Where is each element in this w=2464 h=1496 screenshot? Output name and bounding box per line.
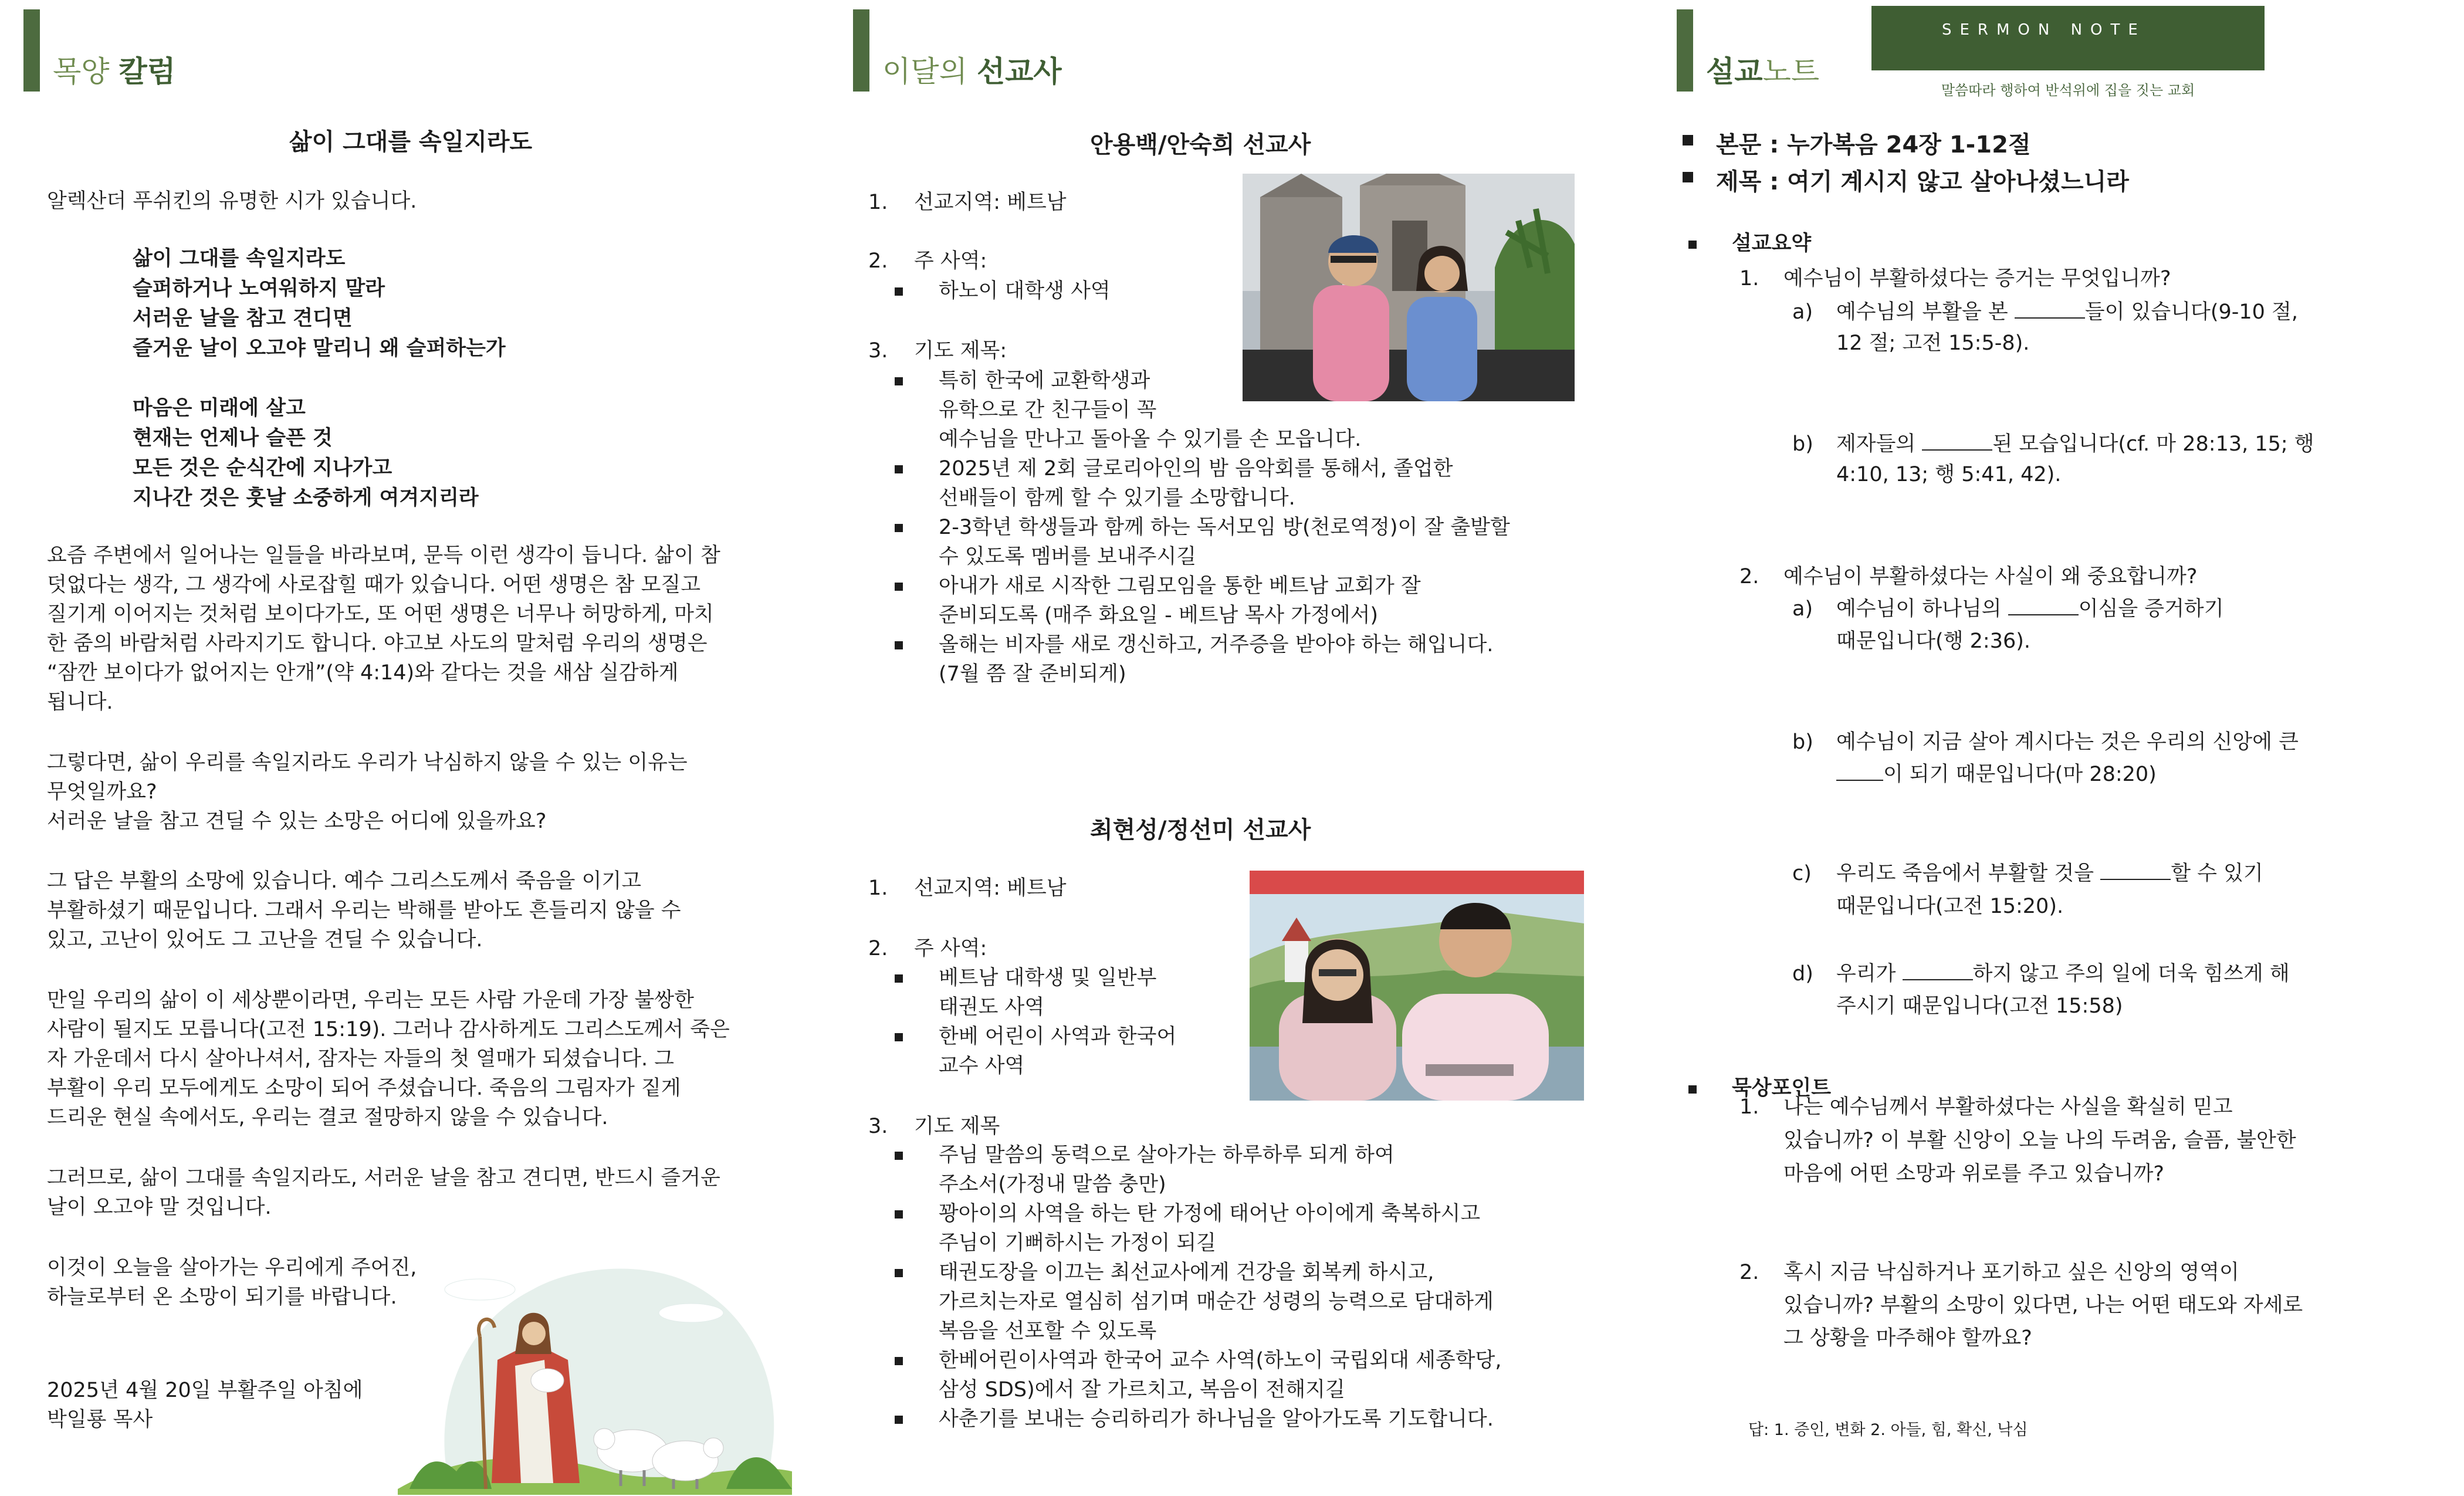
item-number: 2. [868, 249, 888, 273]
prayer-label: 기도 제목 [914, 1115, 1000, 1138]
prayer-line: 주소서(가정내 말씀 충만) [939, 1173, 1166, 1196]
poem-line: 삶이 그대를 속일지라도 [133, 247, 346, 270]
meditation-label: 묵상포인트 [1732, 1077, 1832, 1100]
body-line: “잠깐 보이다가 없어지는 안개”(약 4:14)와 같다는 것을 새삼 실감하게 [47, 661, 679, 685]
answer-blank [1922, 432, 1992, 451]
missionary-name: 최현성/정선미 선교사 [1090, 817, 1311, 844]
meditation-line: 나는 예수님께서 부활하셨다는 사실을 확실히 믿고 [1783, 1095, 2233, 1119]
body-line: 한 줌의 바람처럼 사라지기도 합니다. 야고보 사도의 말처럼 우리의 생명은 [47, 632, 708, 655]
bullet [895, 524, 903, 532]
body-line: 무엇일까요? [47, 780, 157, 804]
question-number: 1. [1739, 267, 1759, 290]
question-number: 2. [1739, 1261, 1759, 1284]
answer-blank [2100, 861, 2171, 880]
poem-line: 마음은 미래에 살고 [133, 397, 306, 420]
fill-blank-line: 우리도 죽음에서 부활할 것을 할 수 있기 [1836, 862, 2263, 885]
bullet [895, 1416, 903, 1424]
fill-blank-line: 주시기 때문입니다(고전 15:58) [1836, 994, 2123, 1018]
mission-region: 선교지역: 베트남 [914, 876, 1067, 900]
fill-blank-line: 제자들의 된 모습입니다(cf. 마 28:13, 15; 행 [1836, 432, 2314, 456]
bullet [895, 583, 903, 591]
meditation-line: 마음에 어떤 소망과 위로를 주고 있습니까? [1783, 1162, 2164, 1186]
pastor-column [0, 0, 821, 1496]
sermon-note-column [1643, 0, 2464, 1496]
poem-line: 모든 것은 순식간에 지나가고 [133, 456, 392, 480]
bullet [1688, 241, 1697, 249]
body-line: 서러운 날을 참고 견딜 수 있는 소망은 어디에 있을까요? [47, 810, 547, 833]
answer-key: 답: 1. 증인, 변화 2. 아들, 힘, 확신, 낙심 [1748, 1421, 2028, 1439]
prayer-line: 준비되도록 (매주 화요일 - 베트남 목사 가정에서) [939, 604, 1379, 627]
prayer-line: 아내가 새로 시작한 그림모임을 통한 베트남 교회가 잘 [939, 574, 1421, 598]
header-accent-bar [1677, 9, 1693, 92]
item-number: 1. [868, 191, 888, 214]
prayer-line: 사춘기를 보내는 승리하리가 하나님을 알아가도록 기도합니다. [939, 1407, 1494, 1431]
mission-region: 선교지역: 베트남 [914, 191, 1067, 214]
prayer-line: 삼성 SDS)에서 잘 가르치고, 복음이 전해지길 [939, 1378, 1345, 1402]
sub-label: d) [1792, 962, 1813, 986]
sub-label: a) [1792, 300, 1813, 324]
fill-blank-line: 예수님이 하나님의 이심을 증거하기 [1836, 597, 2224, 621]
prayer-line: 한베어린이사역과 한국어 교수 사역(하노이 국립외대 세종학당, [939, 1349, 1502, 1372]
banner-title: SERMON NOTE [1942, 21, 2146, 39]
body-line: 요즘 주변에서 일어나는 일들을 바라보며, 문득 이런 생각이 듭니다. 삶이 참 [47, 544, 720, 567]
sub-label: b) [1792, 432, 1813, 456]
prayer-line: 예수님을 만나고 돌아올 수 있기를 손 모읍니다. [939, 428, 1362, 451]
question-number: 1. [1739, 1095, 1759, 1119]
article-intro: 알렉산더 푸쉬킨의 유명한 시가 있습니다. [47, 189, 417, 213]
sub-label: b) [1792, 730, 1813, 754]
ministry-item: 한베 어린이 사역과 한국어 [939, 1025, 1177, 1048]
bullet [895, 1033, 903, 1041]
answer-blank [1836, 762, 1883, 781]
prayer-line: 가르치는자로 열심히 섬기며 매순간 성령의 능력으로 담대하게 [939, 1290, 1494, 1314]
question-number: 2. [1739, 565, 1759, 588]
poem-line: 서러운 날을 참고 견디면 [133, 307, 353, 330]
sub-label: a) [1792, 597, 1813, 621]
prayer-label: 기도 제목: [914, 339, 1007, 363]
body-line: 있고, 고난이 있어도 그 고난을 견딜 수 있습니다. [47, 928, 483, 952]
prayer-line: 꽝아이의 사역을 하는 탄 가정에 태어난 아이에게 축복하시고 [939, 1202, 1481, 1226]
sermon-note-banner [1871, 6, 2265, 99]
answer-blank [1903, 962, 1973, 980]
poem-line: 즐거운 날이 오고야 말리니 왜 슬퍼하는가 [133, 337, 506, 360]
bullet [895, 377, 903, 385]
bullet [895, 974, 903, 983]
item-number: 1. [868, 876, 888, 900]
poem-line: 현재는 언제나 슬픈 것 [133, 427, 333, 450]
body-line: 부활이 우리 모두에게도 소망이 되어 주셨습니다. 죽음의 그림자가 짙게 [47, 1077, 681, 1100]
easter-illustration [398, 1248, 792, 1495]
section-title: 이달의 선교사 [882, 55, 1062, 89]
body-line: 질기게 이어지는 것처럼 보이다가도, 또 어떤 생명은 너무나 허망하게, 마치 [47, 603, 714, 626]
meditation-line: 있습니까? 이 부활 신앙이 오늘 나의 두려움, 슬픔, 불안한 [1783, 1129, 2296, 1152]
body-line: 만일 우리의 삶이 이 세상뿐이라면, 우리는 모든 사람 가운데 가장 불쌍한 [47, 989, 694, 1012]
sub-label: c) [1792, 862, 1812, 885]
sermon-text: 본문 : 누가복음 24장 1-12절 [1716, 131, 2031, 158]
body-line: 자 가운데서 다시 살아나셔서, 잠자는 자들의 첫 열매가 되셨습니다. 그 [47, 1047, 675, 1071]
fill-blank-line: 예수님의 부활을 본 들이 있습니다(9-10 절, [1836, 300, 2299, 324]
ministry-item: 교수 사역 [939, 1054, 1025, 1078]
missionary-photo-1 [1243, 174, 1575, 401]
bullet [895, 1357, 903, 1365]
church-motto: 말씀따라 행하여 반석위에 집을 짓는 교회 [1941, 82, 2195, 99]
missionary-column [821, 0, 1643, 1496]
body-line: 그 답은 부활의 소망에 있습니다. 예수 그리스도께서 죽음을 이기고 [47, 869, 642, 893]
header-accent-bar [853, 9, 869, 92]
prayer-line: (7월 쯤 잘 준비되게) [939, 662, 1126, 686]
ministry-item: 하노이 대학생 사역 [939, 279, 1111, 303]
prayer-line: 2025년 제 2회 글로리아인의 밤 음악회를 통해서, 졸업한 [939, 457, 1453, 480]
prayer-line: 2-3학년 학생들과 함께 하는 독서모임 방(천로역정)이 잘 출발할 [939, 516, 1510, 539]
body-line: 덧없다는 생각, 그 생각에 사로잡힐 때가 있습니다. 어떤 생명은 참 모질고 [47, 573, 700, 597]
bullet [1688, 1085, 1697, 1094]
item-number: 3. [868, 1115, 888, 1138]
body-line: 이것이 오늘을 살아가는 우리에게 주어진, [47, 1256, 417, 1280]
fill-blank-line: 때문입니다(행 2:36). [1836, 629, 2031, 653]
bullet [895, 465, 903, 473]
item-number: 2. [868, 937, 888, 960]
ministry-label: 주 사역: [914, 249, 987, 273]
article-author: 박일룡 목사 [47, 1408, 153, 1431]
bullet [895, 1152, 903, 1160]
sermon-title: 제목 : 여기 계시지 않고 살아나셨느니라 [1716, 168, 2129, 195]
body-line: 드리운 현실 속에서도, 우리는 결코 절망하지 않을 수 있습니다. [47, 1106, 608, 1129]
fill-blank-line: 4:10, 13; 행 5:41, 42). [1836, 463, 2062, 486]
missionary-name: 안용백/안숙희 선교사 [1090, 131, 1311, 158]
bullet [895, 287, 903, 296]
question: 예수님이 부활하셨다는 사실이 왜 중요합니까? [1783, 565, 2198, 588]
fill-blank-line: 12 절; 고전 15:5-8). [1836, 331, 2030, 355]
answer-blank [2008, 597, 2079, 615]
body-line: 부활하셨기 때문입니다. 그래서 우리는 박해를 받아도 흔들리지 않을 수 [47, 899, 681, 922]
prayer-line: 수 있도록 멤버를 보내주시길 [939, 545, 1197, 568]
meditation-line: 그 상황을 마주해야 할까요? [1783, 1326, 2032, 1350]
bullet [895, 1269, 903, 1277]
prayer-line: 주님 말씀의 동력으로 살아가는 하루하루 되게 하여 [939, 1143, 1395, 1167]
poem-line: 슬퍼하거나 노여워하지 말라 [133, 277, 385, 300]
body-line: 하늘로부터 온 소망이 되기를 바랍니다. [47, 1285, 397, 1309]
bullet [1683, 135, 1693, 145]
section-title: 설교노트 [1706, 55, 1820, 89]
prayer-line: 특히 한국에 교환학생과 [939, 369, 1150, 392]
bullet [895, 1210, 903, 1219]
prayer-line: 복음을 선포할 수 있도록 [939, 1319, 1157, 1343]
prayer-line: 선배들이 함께 할 수 있기를 소망합니다. [939, 486, 1295, 510]
ministry-label: 주 사역: [914, 937, 987, 960]
prayer-line: 올해는 비자를 새로 갱신하고, 거주증을 받아야 하는 해입니다. [939, 633, 1494, 656]
body-line: 됩니다. [47, 691, 113, 714]
prayer-line: 태권도장을 이끄는 최선교사에게 건강을 회복케 하시고, [939, 1261, 1434, 1284]
header-accent-bar [23, 9, 40, 92]
prayer-line: 유학으로 간 친구들이 꼭 [939, 398, 1157, 422]
poem-line: 지나간 것은 훗날 소중하게 여겨지리라 [133, 486, 479, 510]
meditation-line: 있습니까? 부활의 소망이 있다면, 나는 어떤 태도와 자세로 [1783, 1294, 2303, 1317]
body-line: 그러므로, 삶이 그대를 속일지라도, 서러운 날을 참고 견디면, 반드시 즐거운 [47, 1166, 720, 1190]
fill-blank-line: 예수님이 지금 살아 계시다는 것은 우리의 신앙에 큰 [1836, 730, 2299, 754]
bullet [1683, 172, 1693, 182]
fill-blank-line: 우리가 하지 않고 주의 일에 더욱 힘쓰게 해 [1836, 962, 2290, 986]
article-date: 2025년 4월 20일 부활주일 아침에 [47, 1379, 363, 1402]
body-line: 사람이 될지도 모릅니다(고전 15:19). 그러나 감사하게도 그리스도께서 죽은 [47, 1018, 730, 1041]
body-line: 날이 오고야 말 것입니다. [47, 1196, 272, 1219]
summary-label: 설교요약 [1732, 232, 1812, 255]
ministry-item: 태권도 사역 [939, 996, 1045, 1019]
answer-blank [2015, 300, 2085, 319]
article-title: 삶이 그대를 속일지라도 [289, 128, 533, 155]
bullet [895, 641, 903, 649]
meditation-line: 혹시 지금 낙심하거나 포기하고 싶은 신앙의 영역이 [1783, 1261, 2239, 1284]
fill-blank-line: 이 되기 때문입니다(마 28:20) [1836, 760, 2157, 790]
body-line: 그렇다면, 삶이 우리를 속일지라도 우리가 낙심하지 않을 수 있는 이유는 [47, 751, 688, 774]
section-title: 목양 칼럼 [53, 55, 176, 89]
fill-blank-line: 때문입니다(고전 15:20). [1836, 895, 2064, 918]
missionary-photo-2 [1250, 871, 1584, 1101]
prayer-line: 주님이 기뻐하시는 가정이 되길 [939, 1231, 1216, 1255]
ministry-item: 베트남 대학생 및 일반부 [939, 966, 1157, 990]
item-number: 3. [868, 339, 888, 363]
question: 예수님이 부활하셨다는 증거는 무엇입니까? [1783, 267, 2171, 290]
